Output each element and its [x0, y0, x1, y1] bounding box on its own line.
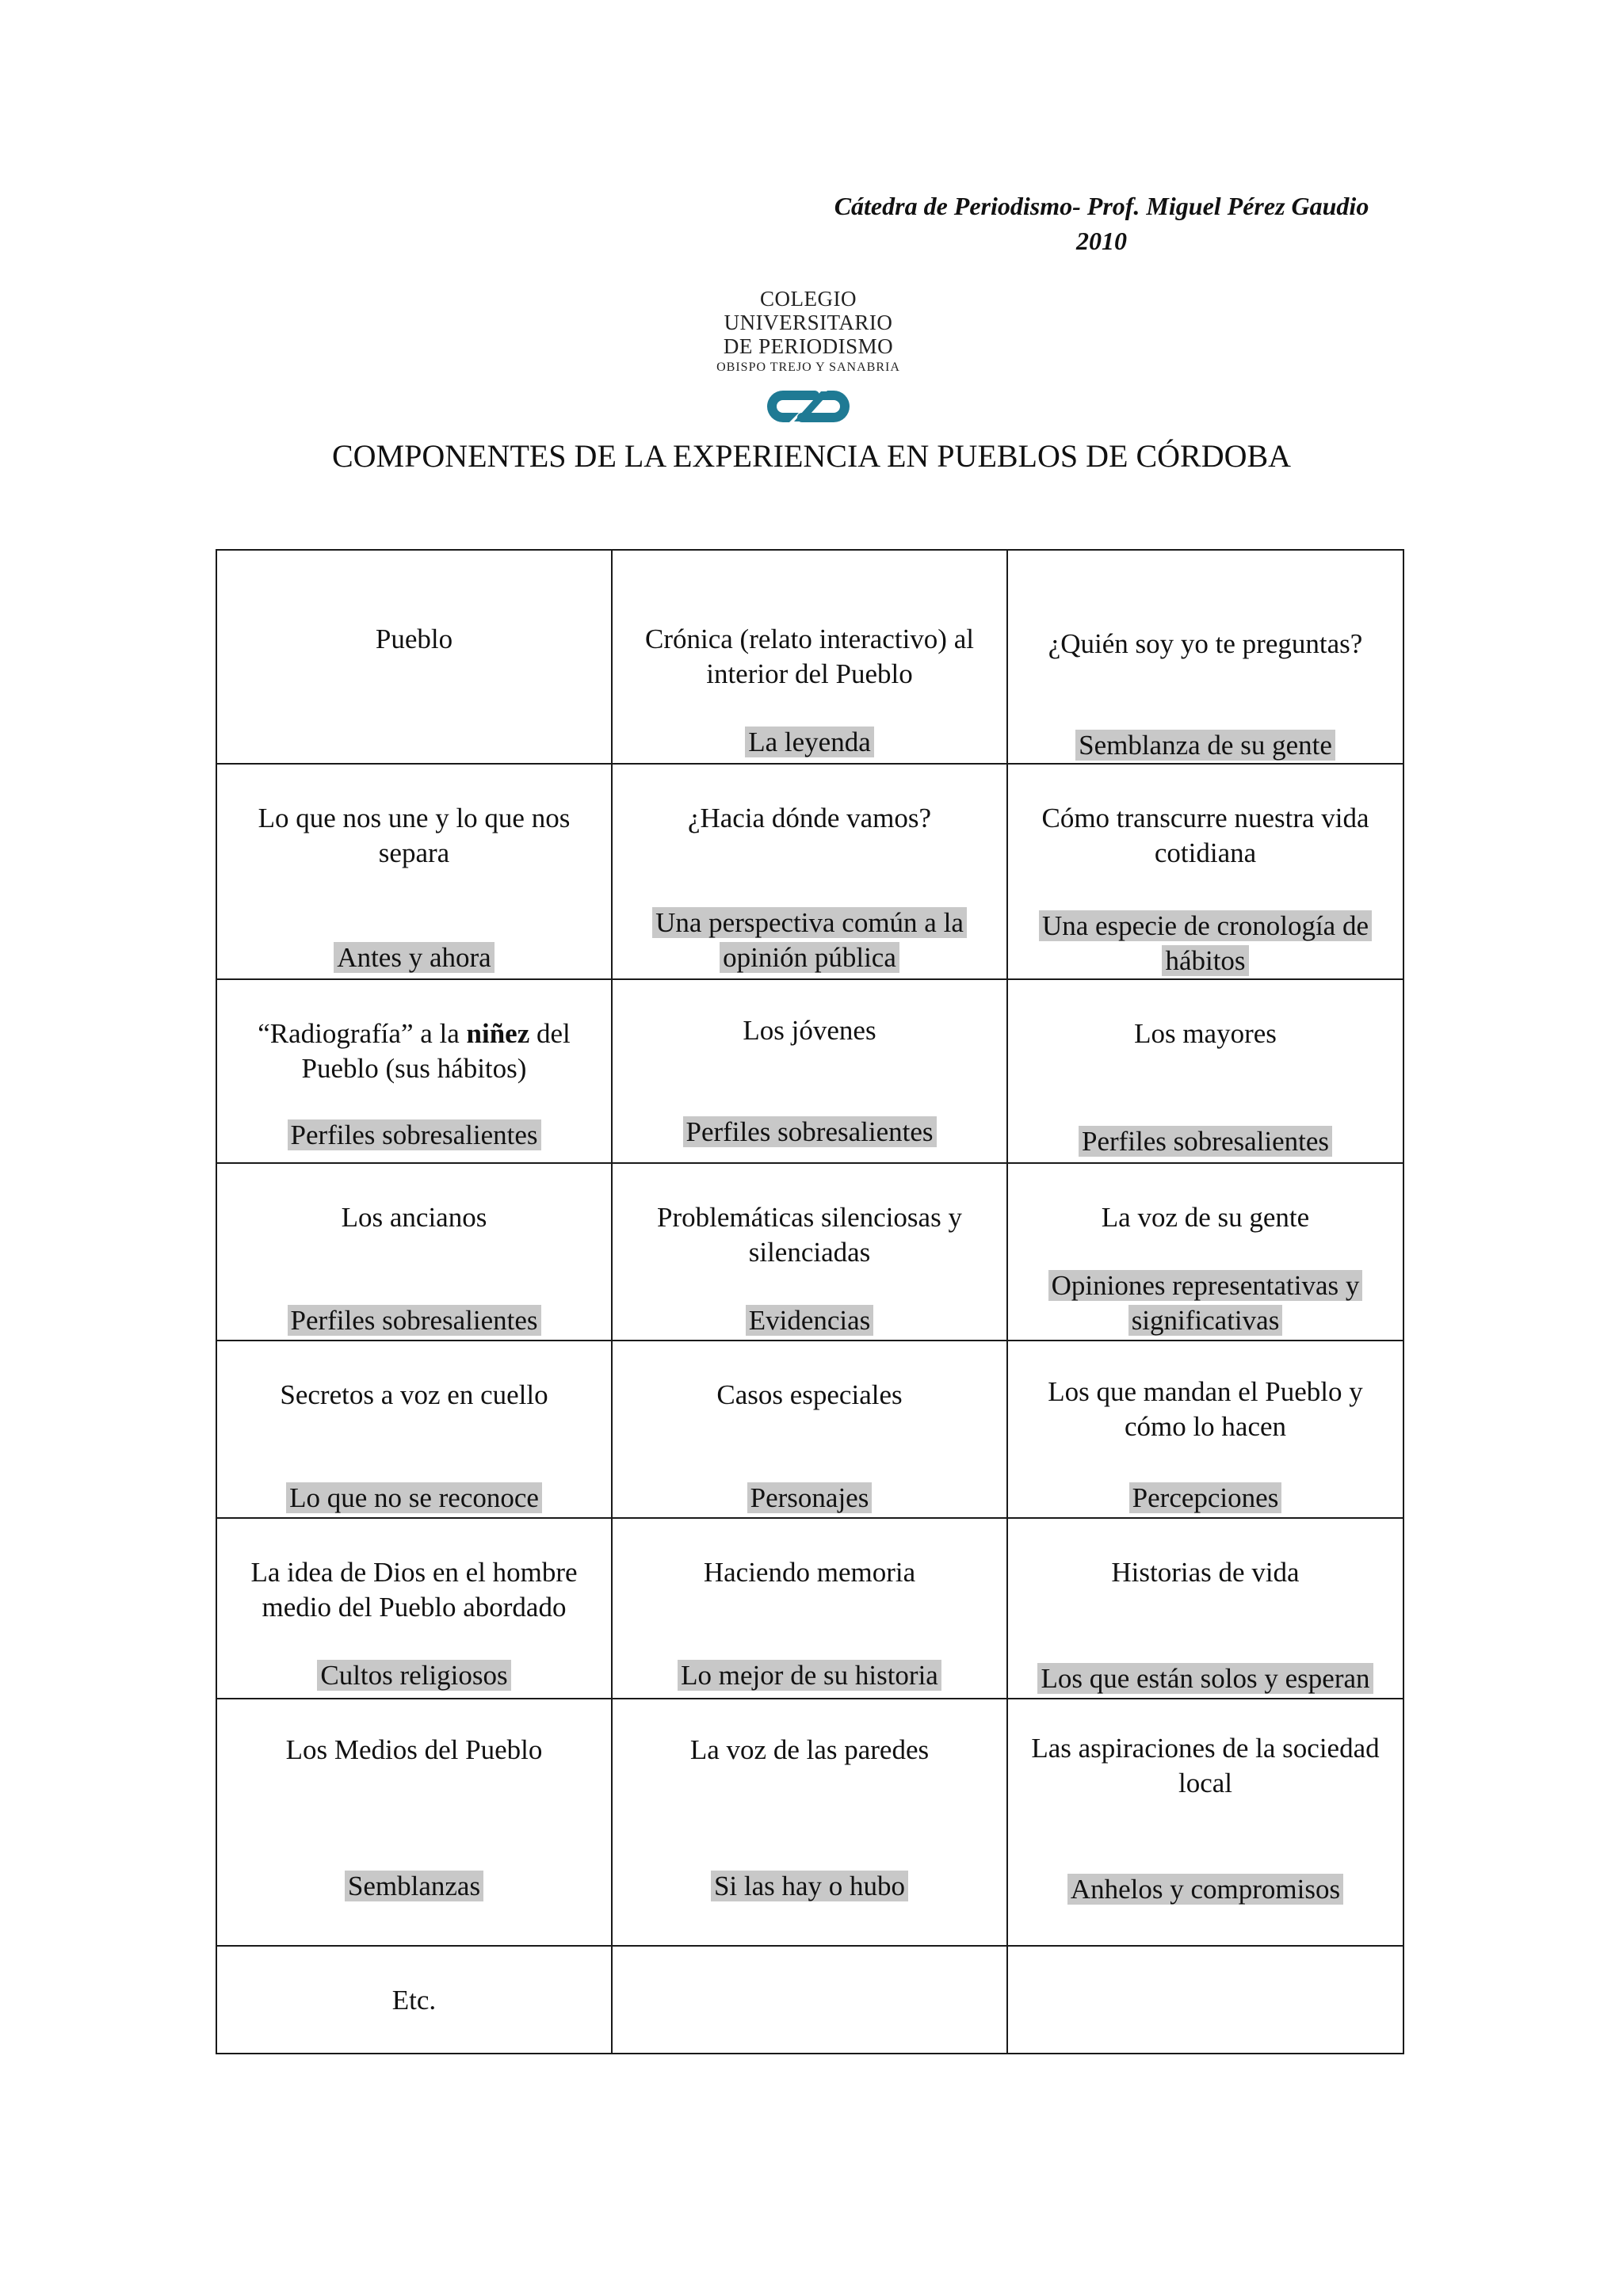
- cell-subtitle: Opiniones representativas y significativas: [1048, 1270, 1363, 1336]
- cell-subtitle: Personajes: [747, 1482, 873, 1513]
- year: 2010: [1076, 227, 1127, 255]
- table-row: [216, 1699, 1403, 1946]
- emphasis-text: niñez: [466, 1018, 530, 1049]
- cell-subtitle: Perfiles sobresalientes: [683, 1116, 937, 1147]
- table-cell: [612, 1946, 1007, 2054]
- cell-title: Los Medios del Pueblo: [285, 1734, 543, 1765]
- cell-subtitle: Cultos religiosos: [317, 1660, 510, 1691]
- table-cell: [1007, 1946, 1403, 2054]
- cell-title: ¿Hacia dónde vamos?: [687, 803, 932, 833]
- table-cell: [1007, 1518, 1403, 1699]
- cell-title: La voz de las paredes: [689, 1734, 930, 1765]
- cell-title: Secretos a voz en cuello: [280, 1379, 548, 1410]
- cell-subtitle: Una perspectiva común a la opinión pública: [652, 907, 967, 973]
- college-logo: [674, 287, 943, 431]
- logo-line-3: OBISPO TREJO Y SANABRIA: [716, 360, 900, 374]
- cell-title: Problemáticas silenciosas y silenciadas: [657, 1202, 962, 1268]
- cell-subtitle: Semblanza de su gente: [1075, 730, 1335, 761]
- logo-emblem-icon: [759, 382, 857, 431]
- cell-title: Los ancianos: [341, 1202, 487, 1233]
- cell-subtitle: Evidencias: [746, 1305, 874, 1336]
- table-cell: [216, 979, 612, 1163]
- table-cell: [1007, 1341, 1403, 1518]
- table-cell: [1007, 550, 1403, 764]
- cell-subtitle: La leyenda: [745, 727, 874, 757]
- cell-title: Las aspiraciones de la sociedad local: [1031, 1733, 1380, 1798]
- logo-line-1: COLEGIO UNIVERSITARIO: [724, 287, 893, 334]
- cell-title: “Radiografía” a la niñez del Pueblo (sus hábitos): [258, 1018, 571, 1084]
- table-cell: [216, 1946, 612, 2054]
- cell-title: ¿Quién soy yo te preguntas?: [1048, 628, 1363, 659]
- table-cell: [612, 1163, 1007, 1341]
- cell-subtitle: Perfiles sobresalientes: [1079, 1126, 1332, 1157]
- table-cell: [1007, 979, 1403, 1163]
- components-table: [216, 549, 1404, 2054]
- cell-title: Historias de vida: [1111, 1557, 1300, 1588]
- cell-title: Los mayores: [1134, 1018, 1277, 1049]
- table-cell: [612, 764, 1007, 979]
- table-cell: [216, 1341, 612, 1518]
- table-cell: [216, 1518, 612, 1699]
- table-row: [216, 1946, 1403, 2054]
- cell-subtitle: Percepciones: [1129, 1482, 1282, 1513]
- table-row: [216, 764, 1403, 979]
- cell-title: La voz de su gente: [1101, 1202, 1310, 1233]
- cell-subtitle: Semblanzas: [345, 1871, 483, 1901]
- table-cell: [216, 550, 612, 764]
- cell-subtitle: Anhelos y compromisos: [1067, 1874, 1343, 1905]
- table-row: [216, 550, 1403, 764]
- cell-title: Etc.: [391, 1985, 437, 2016]
- cell-title: La idea de Dios en el hombre medio del Pueblo abordado: [250, 1557, 578, 1623]
- cell-title: Los jóvenes: [743, 1015, 876, 1046]
- cell-subtitle: Los que están solos y esperan: [1037, 1663, 1373, 1694]
- cell-title: Lo que nos une y lo que nos separa: [258, 803, 571, 868]
- table-row: [216, 979, 1403, 1163]
- cell-title: Cómo transcurre nuestra vida cotidiana: [1041, 803, 1369, 868]
- table-cell: [612, 550, 1007, 764]
- cell-subtitle: Lo mejor de su historia: [678, 1660, 941, 1691]
- table-cell: [1007, 1699, 1403, 1946]
- table-row: [216, 1163, 1403, 1341]
- table-cell: [612, 1699, 1007, 1946]
- cell-subtitle: Perfiles sobresalientes: [288, 1119, 541, 1150]
- cell-title: Crónica (relato interactivo) al interior del Pueblo: [645, 624, 974, 689]
- table-cell: [1007, 1163, 1403, 1341]
- document-title: COMPONENTES DE LA EXPERIENCIA EN PUEBLOS DE CÓRDOBA: [331, 438, 1292, 474]
- cell-title: Haciendo memoria: [703, 1557, 916, 1588]
- table-cell: [216, 1163, 612, 1341]
- logo-line-2: DE PERIODISMO: [723, 334, 894, 358]
- table-row: [216, 1341, 1403, 1518]
- cell-subtitle: Antes y ahora: [334, 942, 494, 973]
- cell-title: Casos especiales: [716, 1379, 903, 1410]
- table-cell: [612, 1518, 1007, 1699]
- table-row: [216, 1518, 1403, 1699]
- table-cell: [612, 1341, 1007, 1518]
- cell-subtitle: Lo que no se reconoce: [286, 1482, 542, 1513]
- table-cell: [216, 764, 612, 979]
- document-header: [792, 189, 1411, 258]
- cell-subtitle: Una especie de cronología de hábitos: [1039, 910, 1372, 976]
- cell-title: Pueblo: [375, 624, 453, 654]
- table-cell: [1007, 764, 1403, 979]
- table-cell: [612, 979, 1007, 1163]
- cell-title: Los que mandan el Pueblo y cómo lo hacen: [1048, 1376, 1363, 1442]
- cell-subtitle: Si las hay o hubo: [711, 1871, 908, 1901]
- course-line: Cátedra de Periodismo- Prof. Miguel Pérez Gaudio: [834, 192, 1369, 220]
- table-cell: [216, 1699, 612, 1946]
- cell-subtitle: Perfiles sobresalientes: [288, 1305, 541, 1336]
